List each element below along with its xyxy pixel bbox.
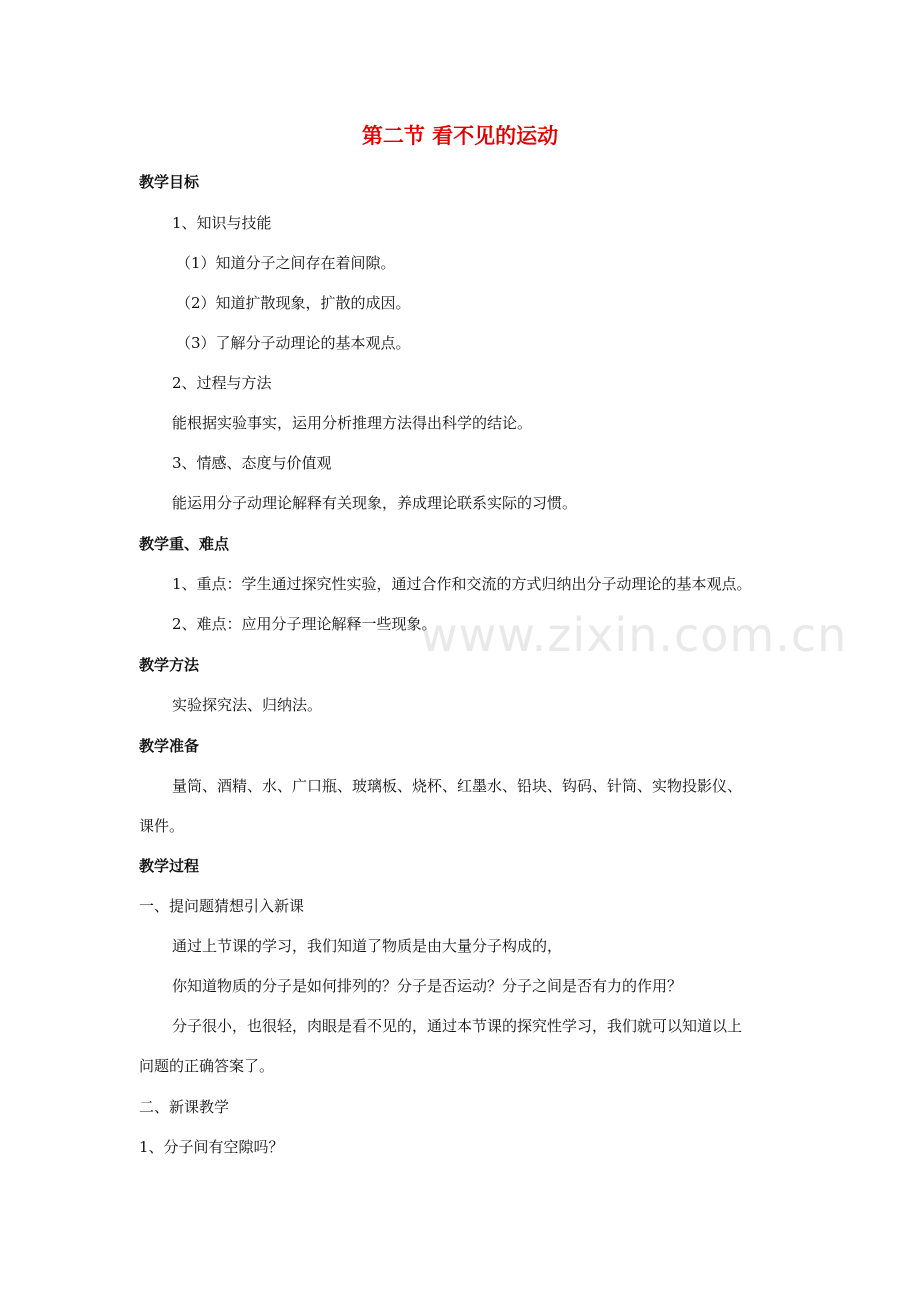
objective-attitude: 3、情感、态度与价值观 — [172, 454, 332, 472]
objective-item-3: （3）了解分子动理论的基本观点。 — [176, 334, 411, 352]
objective-process-text: 能根据实验事实，运用分析推理方法得出科学的结论。 — [172, 414, 533, 432]
heading-keypoints: 教学重、难点 — [139, 535, 230, 553]
page-title: 第二节 看不见的运动 — [361, 124, 559, 148]
objective-item-1: （1）知道分子之间存在着间隙。 — [176, 254, 396, 272]
objective-knowledge-skills: 1、知识与技能 — [172, 214, 272, 232]
process-step-1: 一、提问题猜想引入新课 — [139, 897, 305, 915]
preparation-line-1: 量筒、酒精、水、广口瓶、玻璃板、烧杯、红墨水、铅块、钩码、针筒、实物投影仪、 — [172, 777, 743, 795]
process-para-3b: 问题的正确答案了。 — [139, 1057, 275, 1075]
process-para-2: 你知道物质的分子是如何排列的？分子是否运动？分子之间是否有力的作用？ — [172, 977, 683, 995]
methods-text: 实验探究法、归纳法。 — [172, 696, 323, 714]
process-para-1: 通过上节课的学习，我们知道了物质是由大量分子构成的， — [172, 937, 563, 955]
process-step-2: 二、新课教学 — [139, 1098, 230, 1116]
keypoint-difficulty: 2、难点：应用分子理论解释一些现象。 — [172, 615, 437, 633]
heading-methods: 教学方法 — [139, 656, 200, 674]
heading-process: 教学过程 — [139, 857, 200, 875]
objective-item-2: （2）知道扩散现象，扩散的成因。 — [176, 294, 411, 312]
objective-attitude-text: 能运用分子动理论解释有关现象，养成理论联系实际的习惯。 — [172, 494, 578, 512]
watermark: www.zixin.com.cn — [420, 608, 848, 662]
process-para-3a: 分子很小，也很轻，肉眼是看不见的，通过本节课的探究性学习，我们就可以知道以上 — [172, 1017, 743, 1035]
process-question-1: 1、分子间有空隙吗？ — [139, 1138, 284, 1156]
objective-process-method: 2、过程与方法 — [172, 374, 272, 392]
keypoint-focus: 1、重点：学生通过探究性实验，通过合作和交流的方式归纳出分子动理论的基本观点。 — [172, 575, 752, 593]
heading-objectives: 教学目标 — [139, 173, 200, 191]
heading-preparation: 教学准备 — [139, 737, 200, 755]
preparation-line-2: 课件。 — [139, 817, 185, 835]
